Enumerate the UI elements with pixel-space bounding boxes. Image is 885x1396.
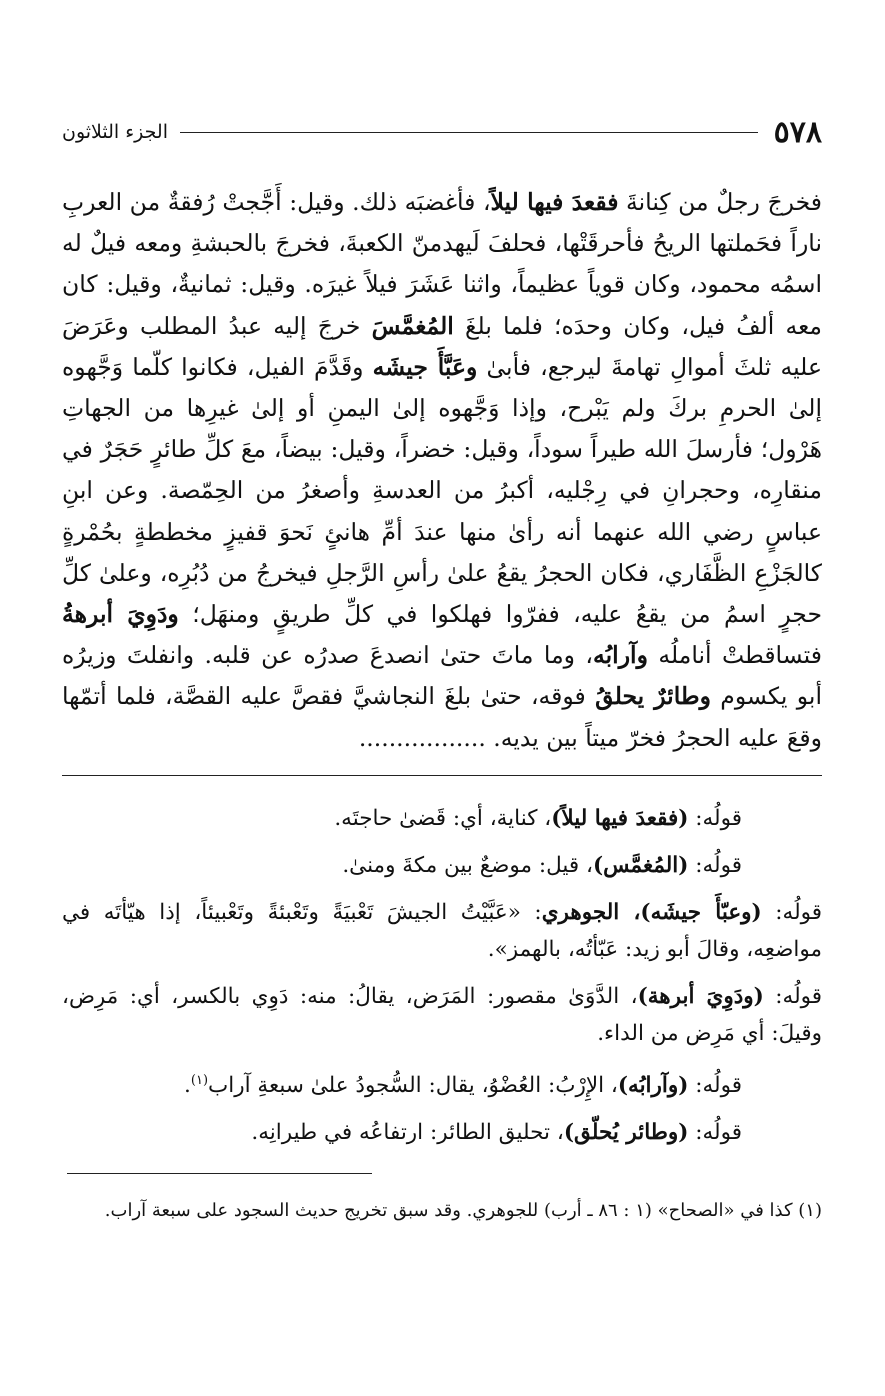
footnote: (١) كذا في «الصحاح» (١ : ٨٦ ـ أرب) للجوهري. وقد سبق تخريج حديث السجود على سبعة آراب. [104,1200,822,1221]
commentary-lead: قولُه: [763,983,823,1009]
main-text-segment: فوقه، حتىٰ بلغَ النجاشيَّ فقصَّ عليه القصَّة، فلما أتمّها وقعَ عليه الحجرُ فخرّ ميتاً بين يديه. [62,682,822,752]
commentary [62,800,822,1151]
main-text-segment: ، فأغضبَه ذلك. وقيل: أَجَّجتْ رُفقةٌ من العربِ ناراً فحَملتها الريحُ فأحرقَتْها، فحلفَ لَيهدمنّ الكعبةَ، فخرجَ بالحبشةِ ومعه فيلٌ له اسمُه محمود، وكان قوياً عظيماً، واثنا عَشَرَ فيلاً غيرَه. وقيل: ثمانيةٌ، وقيل: كان معه ألفُ فيل، وكان وحدَه؛ فلما بلغَ [62,188,823,340]
page-number: ٥٧٨ [773,114,822,150]
commentary-text: ، كناية، أي: قَضىٰ حاجتَه. [334,805,552,831]
footnote-divider [67,1173,372,1174]
main-text-segment: ، وما ماتَ حتىٰ انصدعَ صدرُه عن قلبه. وانفلتَ وزيرُه أبو يكسوم [62,641,822,711]
commentary-text: ، الدَّوَىٰ مقصور: المَرَض، يقالُ: منه: دَوِي بالكسر، أي: مَرِض، وقيلَ: أي مَرِض من الداء. [62,983,822,1046]
main-text [62,182,822,759]
highlighted-phrase: فقعدَ فيها ليلاً [490,188,619,216]
commentary-entry [62,1114,822,1151]
commentary-term: (وطائر يُحلّق) [563,1120,689,1145]
commentary-entry [62,1062,822,1104]
commentary-lead: قولُه: [688,852,742,878]
page-header [62,110,822,154]
commentary-entry [62,847,822,884]
commentary-lead: قولُه: [688,805,742,831]
commentary-lead: قولُه: [761,899,823,925]
commentary-text: : «عَبَّيْتُ الجيشَ تَعْبيَةً وتَعْبئةً وتَعْبيئاً، إذا هيّأتَه في مواضعِه، وقالَ أبو زيد: عَبّأتُه، بالهمز». [62,899,822,962]
commentary-term: (وآرابُه) [617,1073,689,1098]
header-rule [180,132,758,133]
highlighted-phrase: وعَبَّأَ جيشَه [372,352,478,381]
footnote-reference[interactable]: (١) [190,1072,209,1088]
commentary-term: (المُغمَّس) [592,852,689,878]
commentary-term: (وعبّأَ جيشَه)، الجوهري [541,899,762,925]
main-text-divider [62,775,822,776]
page [62,110,822,1226]
commentary-term: (فقعدَ فيها ليلاً) [551,805,689,831]
main-text-segment: خرجَ إليه عبدُ المطلب وعَرَضَ عليه ثلثَ أموالِ تهامةَ ليرجع، فأبىٰ [62,311,822,381]
commentary-lead: قولُه: [688,1073,742,1098]
commentary-lead: قولُه: [688,1120,742,1145]
commentary-text: ، تحليق الطائر: ارتفاعُه في طيرانِه. [251,1120,564,1145]
commentary-text: ، الإِرْبُ: العُضْوُ، يقال: السُّجودُ علىٰ سبعةِ آراب [208,1073,618,1098]
commentary-entry [62,978,822,1052]
running-title: الجزء الثلاثون [62,121,168,143]
highlighted-phrase: وآرابُه [593,641,648,670]
commentary-text: ، قيل: موضعٌ بين مكةَ ومنىٰ. [342,852,593,878]
main-text-segment: فتساقطتْ أناملُه [647,641,823,670]
highlighted-phrase: المُغمَّسَ [371,311,454,340]
main-text-segment: وقَدَّمَ الفيل، فكانوا كلّما وَجَّهوه إلىٰ الحرمِ بركَ ولم يَبْرح، وإذا وَجَّهوه إلىٰ اليمنِ أو إلىٰ غيرِها من الجهاتِ هَرْول؛ فأرسلَ الله طيراً سوداً، وقيل: خضراً، وقيل: بيضاً، معَ كلِّ طائرٍ حَجَرٌ في منقارِه، وحجرانِ في رِجْليه، أكبرُ من العدسةِ وأصغرُ من الحِمّصة. وعن ابنِ عباسٍ رضي الله عنهما أنه رأىٰ منها عندَ أمِّ هانئٍ نَحوَ قفيزٍ مخططةٍ بحُمْرةٍ كالجَزْعِ الظَّفَاري، فكان الحجرُ يقعُ علىٰ رأسِ الرَّجلِ فيخرجُ من دُبُرِه، وعلىٰ كلِّ حجرٍ اسمُ من يقعُ عليه، ففرّوا فهلكوا في كلِّ طريقٍ ومنهَل؛ [62,352,823,629]
highlighted-phrase: وطائرٌ يحلقُ [595,682,711,711]
commentary-entry [62,894,822,968]
commentary-entry [62,800,822,837]
commentary-tail: . [184,1073,191,1098]
main-text-segment: فخرجَ رجلٌ من كِنانةَ [618,188,822,216]
commentary-term: (ودَوِيَ أبرهة) [637,983,764,1009]
highlighted-phrase: ودَوِيَ أبرهةُ [62,600,179,629]
trailing-dots: ................. [358,723,486,752]
